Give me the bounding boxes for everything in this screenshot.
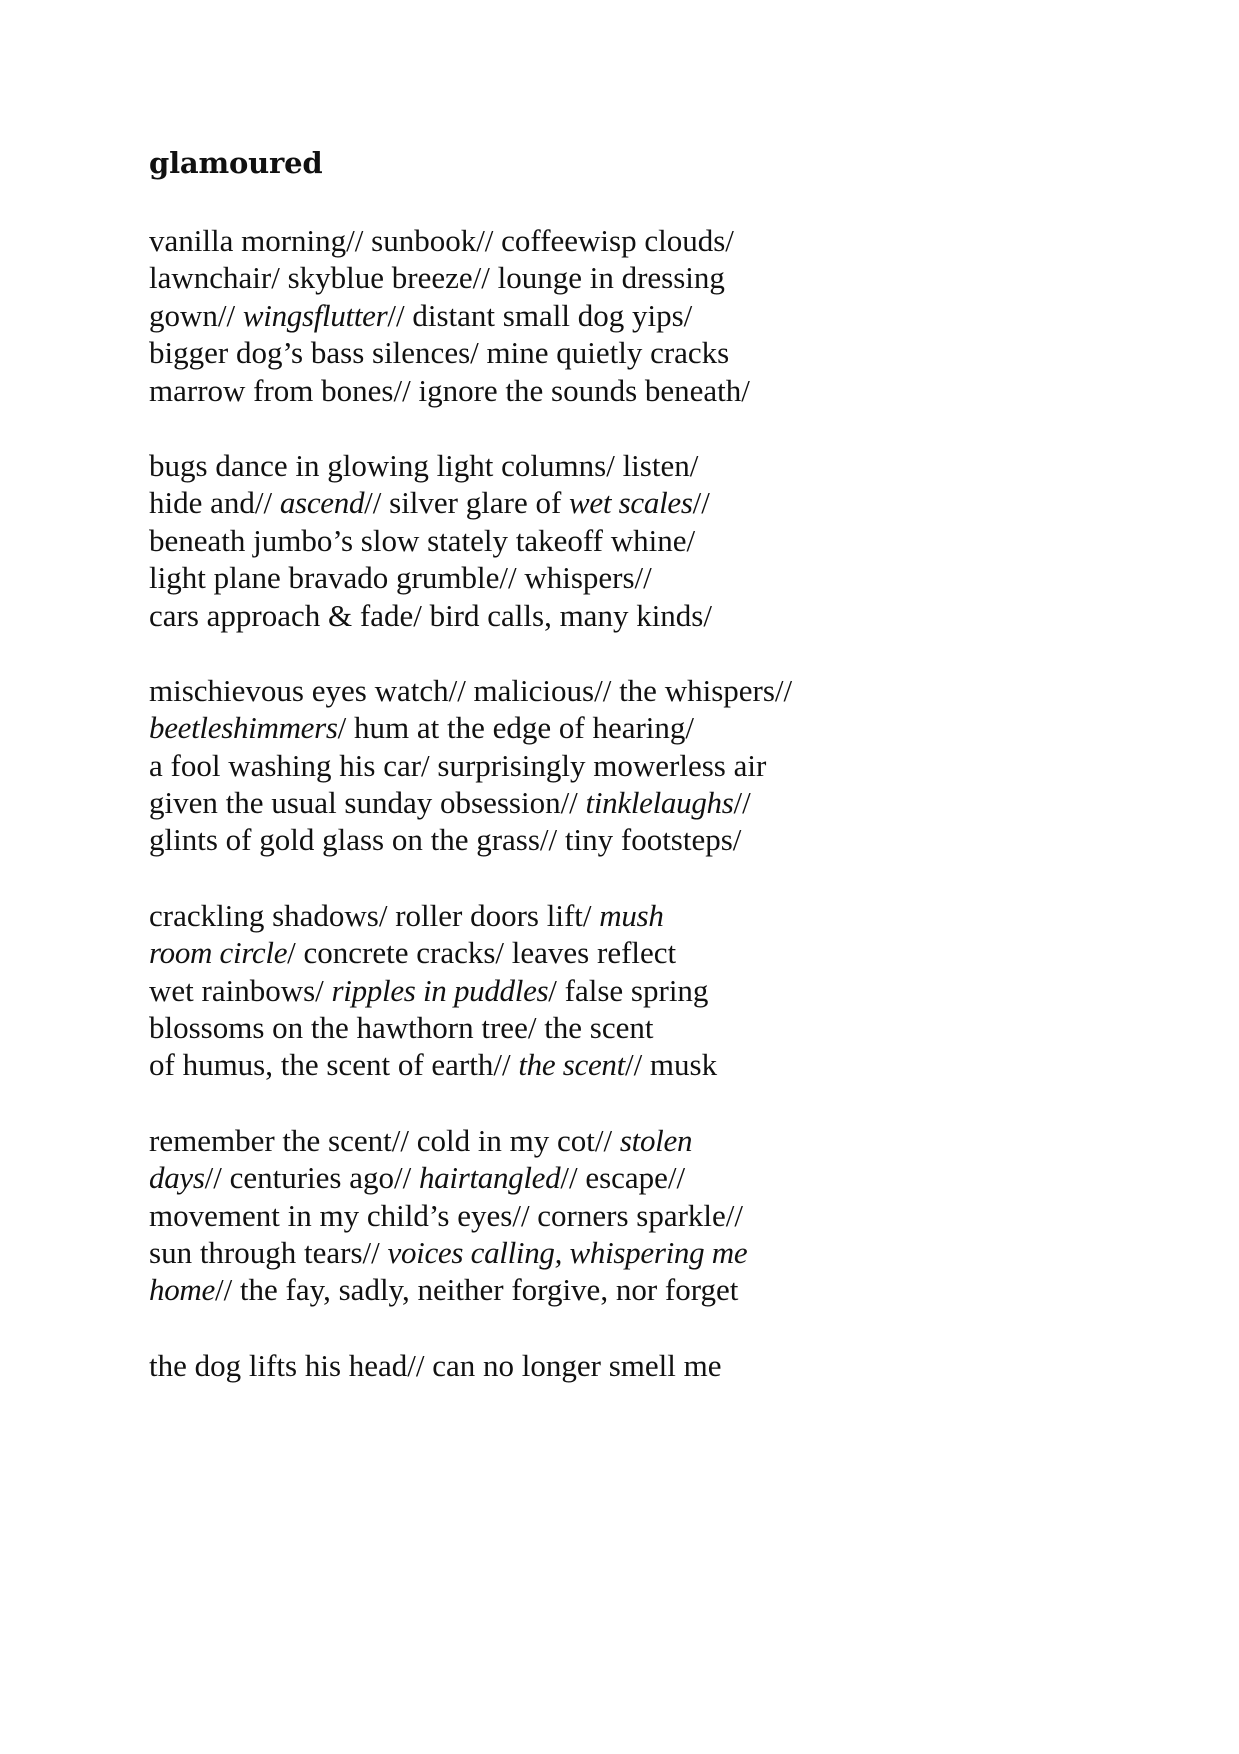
text-segment: remember the scent// cold in my cot//	[149, 1122, 620, 1158]
text-segment: movement in my child’s eyes// corners sparkle//	[149, 1197, 744, 1233]
italic-phrase: the scent	[518, 1047, 625, 1083]
poem-line	[149, 1009, 1149, 1046]
poem	[149, 143, 1149, 1422]
poem-line	[149, 709, 1149, 746]
text-segment: vanilla morning// sunbook// coffeewisp clouds/	[149, 223, 734, 258]
italic-phrase: voices calling, whispering me	[387, 1234, 748, 1270]
italic-phrase: beetleshimmers	[149, 710, 338, 746]
text-segment: wet rainbows/	[149, 972, 332, 1008]
poem-line	[149, 1122, 1149, 1159]
text-segment: of humus, the scent of earth//	[149, 1047, 519, 1083]
text-segment: lawnchair/ skyblue breeze// lounge in dressing	[149, 260, 725, 296]
text-segment: // the fay, sadly, neither forgive, nor forget	[214, 1272, 739, 1308]
text-segment: // distant small dog yips/	[387, 297, 693, 333]
text-segment: // silver glare of	[364, 485, 570, 521]
text-segment: blossoms on the hawthorn tree/ the scent	[149, 1010, 654, 1046]
poem-line	[149, 934, 1149, 971]
poem-line	[149, 1159, 1149, 1196]
text-segment: light plane bravado grumble// whispers//	[149, 560, 652, 596]
italic-phrase: wingsflutter	[242, 297, 388, 333]
poem-line	[149, 222, 1149, 259]
italic-phrase: room circle	[149, 935, 288, 971]
poem-line	[149, 784, 1149, 821]
text-segment: mischievous eyes watch// malicious// the whispers//	[149, 672, 793, 708]
text-segment: gown//	[149, 297, 243, 333]
stanza	[149, 1122, 1149, 1309]
text-segment: crackling shadows/ roller doors lift/	[149, 897, 600, 933]
text-segment: hide and//	[149, 485, 280, 521]
text-segment: given the usual sunday obsession//	[149, 785, 586, 821]
italic-phrase: ascend	[279, 485, 365, 521]
italic-phrase: mush	[599, 897, 664, 933]
poem-line	[149, 747, 1149, 784]
stanza	[149, 897, 1149, 1084]
poem-line	[149, 522, 1149, 559]
text-segment: // centuries ago//	[204, 1160, 419, 1196]
poem-line	[149, 1197, 1149, 1234]
text-segment: a fool washing his car/ surprisingly mowerless air	[149, 747, 767, 783]
text-segment: cars approach & fade/ bird calls, many kinds/	[149, 597, 712, 633]
text-segment: //	[733, 785, 751, 821]
text-segment: glints of gold glass on the grass// tiny footsteps/	[149, 822, 742, 858]
text-segment: // musk	[624, 1047, 718, 1083]
poem-line	[149, 1347, 1149, 1384]
text-segment: marrow from bones// ignore the sounds beneath/	[149, 372, 750, 408]
poem-line	[149, 484, 1149, 521]
poem-line	[149, 559, 1149, 596]
poem-line	[149, 372, 1149, 409]
text-segment: // escape//	[560, 1160, 686, 1196]
poem-line	[149, 259, 1149, 296]
poem-title: glamoured	[149, 146, 323, 180]
poem-line	[149, 897, 1149, 934]
poem-line	[149, 672, 1149, 709]
stanza	[149, 1347, 1149, 1384]
italic-phrase: tinklelaughs	[585, 785, 734, 821]
poem-line	[149, 1271, 1149, 1308]
text-segment: //	[692, 485, 710, 521]
poem-line	[149, 297, 1149, 334]
italic-phrase: ripples in puddles	[331, 972, 549, 1008]
italic-phrase: home	[149, 1272, 215, 1308]
italic-phrase: days	[149, 1160, 205, 1196]
text-segment: bugs dance in glowing light columns/ listen/	[149, 447, 699, 483]
poem-line	[149, 821, 1149, 858]
poem-body	[149, 222, 1149, 1384]
text-segment: beneath jumbo’s slow stately takeoff whine/	[149, 522, 696, 558]
text-segment: / hum at the edge of hearing/	[337, 710, 695, 746]
poem-line	[149, 447, 1149, 484]
poem-line	[149, 597, 1149, 634]
italic-phrase: stolen	[619, 1122, 693, 1158]
poem-line	[149, 334, 1149, 371]
poem-line	[149, 1046, 1149, 1083]
text-segment: bigger dog’s bass silences/ mine quietly cracks	[149, 335, 730, 371]
italic-phrase: wet scales	[569, 485, 693, 521]
italic-phrase: hairtangled	[418, 1160, 561, 1196]
text-segment: / false spring	[548, 972, 709, 1008]
stanza	[149, 222, 1149, 409]
poem-line	[149, 972, 1149, 1009]
stanza	[149, 672, 1149, 859]
text-segment: the dog lifts his head// can no longer smell me	[149, 1347, 722, 1383]
text-segment: sun through tears//	[149, 1234, 388, 1270]
poem-line	[149, 1234, 1149, 1271]
text-segment: / concrete cracks/ leaves reflect	[287, 935, 677, 971]
stanza	[149, 447, 1149, 634]
